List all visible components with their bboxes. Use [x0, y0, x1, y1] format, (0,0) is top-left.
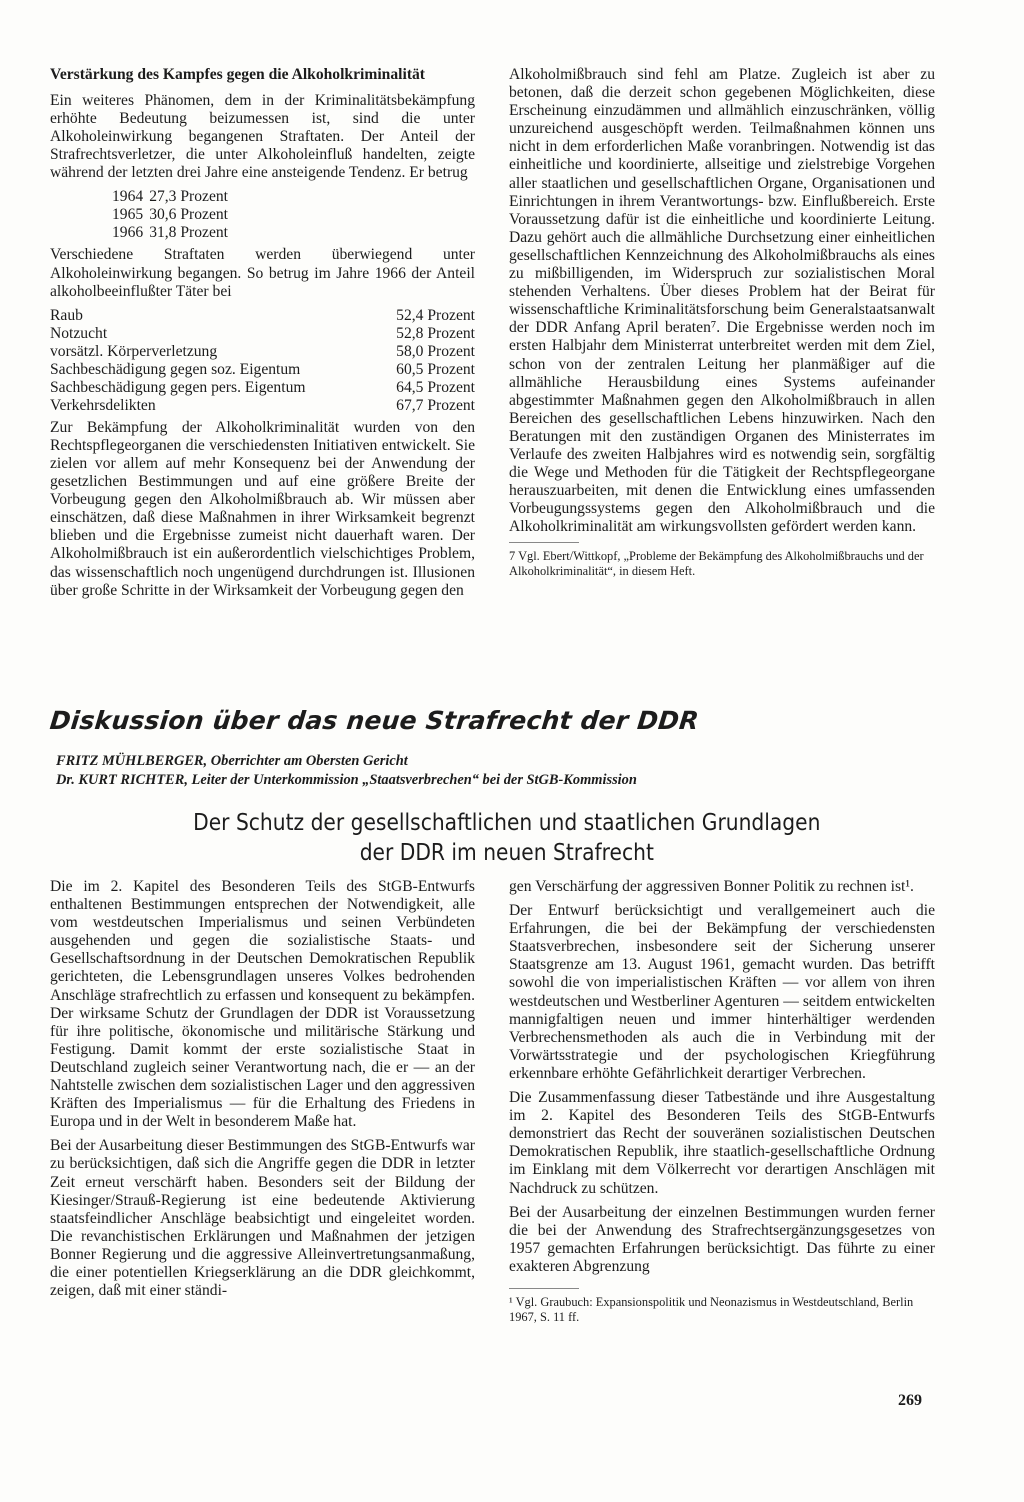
year-cell: 1965	[112, 206, 144, 224]
paragraph: Verschiedene Straftaten werden überwiegend unter Alkoholeinwirkung begangen. So betrug im Jahre 1966 der Anteil alkoholbeeinflußter Täter bei	[50, 246, 475, 300]
section-heading: Verstärkung des Kampfes gegen die Alkoholkriminalität	[50, 66, 425, 83]
title-line-2: der DDR im neuen Strafrecht	[359, 840, 654, 866]
value-cell: 52,8 Prozent	[396, 324, 475, 342]
value-cell: 58,0 Prozent	[396, 342, 475, 360]
offense-rates-table	[50, 307, 475, 415]
paragraph: Bei der Ausarbeitung dieser Bestimmungen des StGB-Entwurfs war zu berücksichtigen, daß sich die Angriffe gegen die DDR in letzter Zeit erneut verschärft haben. Besonders seit der Bildung der Kiesinger/Strauß-Regierung ist eine bedeutende Aktivierung staatsfeindlicher Anschläge beabsichtigt und eingeleitet worden. Die revanchistischen Erklärungen und Maßnahmen der jetzigen Bonner Regierung und die aggressive Alleinvertretungsanmaßung, die einer potentiellen Kriegserklärung an die DDR gleichkommt, zeigen, daß mit einer ständi-	[50, 1137, 475, 1300]
table-row	[50, 361, 475, 379]
paragraph: Bei der Ausarbeitung der einzelnen Bestimmungen wurden ferner die bei der Anwendung des Strafrechtsergänzungsgesetzes von 1957 gemachten Erfahrungen berücksichtigt. Das führte zu einer exakteren Abgrenzung	[509, 1203, 935, 1275]
page-number: 269	[898, 1392, 922, 1409]
table-row	[50, 397, 475, 415]
paragraph: Die Zusammenfassung dieser Tatbestände und ihre Ausgestaltung im 2. Kapitel des Besonderen Teils des StGB-Entwurfs demonstriert das Recht der souveränen sozialistischen Deutschen Demokratischen Republik, ihre staatlich-gesellschaftliche Ordnung im Einklang mit dem Völkerrecht vor derartigen Anschlägen mit Nachdruck zu schützen.	[509, 1089, 935, 1197]
offense-cell: Raub	[50, 306, 83, 324]
column-2	[509, 66, 935, 579]
year-stats-table	[112, 188, 234, 242]
table-row	[50, 325, 475, 343]
paragraph: Alkoholmißbrauch sind fehl am Platze. Zugleich ist aber zu betonen, daß die derzeit schon gegebenen Möglichkeiten, diese Erscheinung einzudämmen und allmählich einzuschränken, völlig unzureichend ausgeschöpft werden. Teilmaßnahmen können uns nicht in dem erforderlichen Maße voranbringen. Notwendig ist das einheitliche und koordinierte, allseitige und zielstrebige Vorgehen aller staatlichen und gesellschaftlichen Organe, Organisationen und Einrichtungen in ihrem Verantwortungs- bzw. Einflußbereich. Erste Voraussetzung dafür ist die einheitliche und koordinierte Leitung. Dazu gehört auch die allmähliche Durchsetzung einer einheitlichen gesellschaftlichen Kennzeichnung des Alkoholmißbrauchs als eines zu mißbilligenden, im Widerspruch zur sozialistischen Moral stehenden Verhaltens. Über dieses Problem hat der Beirat für wissenschaftliche Kriminalitätsforschung beim Generalstaatsanwalt der DDR Anfang April beraten⁷. Die Ergebnisse werden noch im ersten Halbjahr dem Ministerrat unterbreitet werden mit dem Ziel, schon von der zentralen Leitung her planmäßiger auf die allmähliche Herausbildung eines Systems aufeinander abgestimmter Maßnahmen gegen den Alkoholmißbrauch in allen Bereichen des gesellschaftlichen Lebens hinzuwirken. Nach den Beratungen mit den zuständigen Organen des Ministerrates im Verlaufe des zweiten Halbjahres wird es notwendig sein, sorgfältig die Wege und Methoden für die Tätigkeit der Rechtspflegeorgane herauszuarbeiten, mit denen die Entwicklung eines umfassenden Vorbeugungssystems gegen den Alkoholmißbrauch und die Alkoholkriminalität am wirkungsvollsten gefördert werden kann.	[509, 66, 935, 536]
article-title	[190, 808, 824, 868]
table-row	[112, 206, 234, 224]
footnote-1: ¹ Vgl. Graubuch: Expansionspolitik und Neonazismus in Westdeutschland, Berlin 1967, S. 11 ff.	[509, 1294, 914, 1324]
year-cell: 1966	[112, 224, 144, 242]
series-heading: Diskussion über das neue Strafrecht der DDR	[48, 706, 701, 735]
paragraph: Die im 2. Kapitel des Besonderen Teils des StGB-Entwurfs enthaltenen Bestimmungen entsprechen der Notwendigkeit, alle vom westdeutschen Imperialismus und seinen Verbündeten ausgehenden und gegen die sozialistische Staats- und Gesellschaftsordnung in der Deutschen Demokratischen Republik gerichteten, die Lebensgrundlagen unseres Volkes bedrohenden Anschläge strafrechtlich zu erfassen und konsequent zu bekämpfen. Der wirksame Schutz der Grundlagen der DDR ist Voraussetzung für ihre politische, ökonomische und militärische Stärkung und Festigung. Damit kommt der erste sozialistische Staat in Deutschland zugleich seiner Verantwortung nach, die er — an der Nahtstelle zwischen dem sozialistischen Lager und den aggressiven Kräften des Imperialismus — für die Erhaltung des Friedens in Europa und in der Welt in besonderem Maße hat.	[50, 878, 475, 1131]
author-line-1: FRITZ MÜHLBERGER, Oberrichter am Obersten Gericht	[56, 753, 408, 769]
value-cell: 67,7 Prozent	[396, 396, 475, 414]
offense-cell: Sachbeschädigung gegen pers. Eigentum	[50, 378, 306, 396]
offense-cell: Verkehrsdelikten	[50, 396, 156, 414]
offense-cell: Notzucht	[50, 324, 108, 342]
column-4	[509, 878, 935, 1325]
year-cell: 1964	[112, 188, 144, 206]
table-row	[112, 188, 234, 206]
footnote-rule	[509, 542, 579, 543]
value-cell: 30,6 Prozent	[149, 206, 229, 224]
table-row	[50, 307, 475, 325]
value-cell: 27,3 Prozent	[149, 188, 229, 206]
footnote-7: 7 Vgl. Ebert/Wittkopf, „Probleme der Bekämpfung des Alkoholmißbrauchs und der Alkoholkriminalität“, in diesem Heft.	[509, 549, 924, 579]
column-3	[50, 878, 475, 1306]
title-line-1: Der Schutz der gesellschaftlichen und staatlichen Grundlagen	[193, 810, 821, 836]
offense-cell: Sachbeschädigung gegen soz. Eigentum	[50, 360, 301, 378]
footnote-rule	[509, 1288, 579, 1289]
author-line-2: Dr. KURT RICHTER, Leiter der Unterkommission „Staatsverbrechen“ bei der StGB-Kommission	[56, 772, 637, 788]
column-1	[50, 66, 475, 606]
value-cell: 52,4 Prozent	[396, 306, 475, 324]
paragraph: Der Entwurf berücksichtigt und verallgemeinert auch die Erfahrungen, die bei der Bekämpfung der verschiedensten Staatsverbrechen, insbesondere seit der Sicherung unserer Staatsgrenze am 13. August 1961, gemacht wurden. Das betrifft sowohl die von imperialistischen Kräften — vor allem von ihren westdeutschen und Westberliner Agenturen — seitdem entwickelten mannigfaltigen neuen und immer hinterhältiger werdenden Verbrechensmethoden als auch die in Verbindung mit der Vorwärtsstrategie und der psychologischen Kriegführung erkennbare erhöhte Gefährlichkeit derartiger Verbrechen.	[509, 902, 935, 1082]
value-cell: 60,5 Prozent	[396, 360, 475, 378]
value-cell: 31,8 Prozent	[149, 224, 229, 242]
paragraph: gen Verschärfung der aggressiven Bonner Politik zu rechnen ist¹.	[509, 878, 914, 895]
table-row	[50, 343, 475, 361]
offense-cell: vorsätzl. Körperverletzung	[50, 342, 218, 360]
author-block	[56, 752, 956, 790]
value-cell: 64,5 Prozent	[396, 378, 475, 396]
table-row	[112, 224, 234, 242]
table-row	[50, 379, 475, 397]
paragraph: Ein weiteres Phänomen, dem in der Kriminalitätsbekämpfung erhöhte Bedeutung beizumessen ist, sind die unter Alkoholeinwirkung begangenen Straftaten. Der Anteil der Strafrechtsverletzer, die unter Alkoholeinfluß handelten, zeigte während der letzten drei Jahre eine ansteigende Tendenz. Er betrug	[50, 92, 475, 182]
paragraph: Zur Bekämpfung der Alkoholkriminalität wurden von den Rechtspflegeorganen die verschiedensten Initiativen entwickelt. Sie zielen vor allem auf mehr Konsequenz bei der Anwendung der gesetzlichen Bestimmungen und auf eine größere Breite der Vorbeugung gegen den Alkoholmißbrauch ab. Wir müssen aber einschätzen, daß diese Maßnahmen in ihrer Wirksamkeit begrenzt blieben und die Ergebnisse zumeist nicht dauerhaft waren. Der Alkoholmißbrauch ist ein außerordentlich vielschichtiges Problem, das wissenschaftlich noch ungenügend durchdrungen ist. Illusionen über große Schritte in der Wirksamkeit der Vorbeugung gegen den	[50, 418, 475, 599]
